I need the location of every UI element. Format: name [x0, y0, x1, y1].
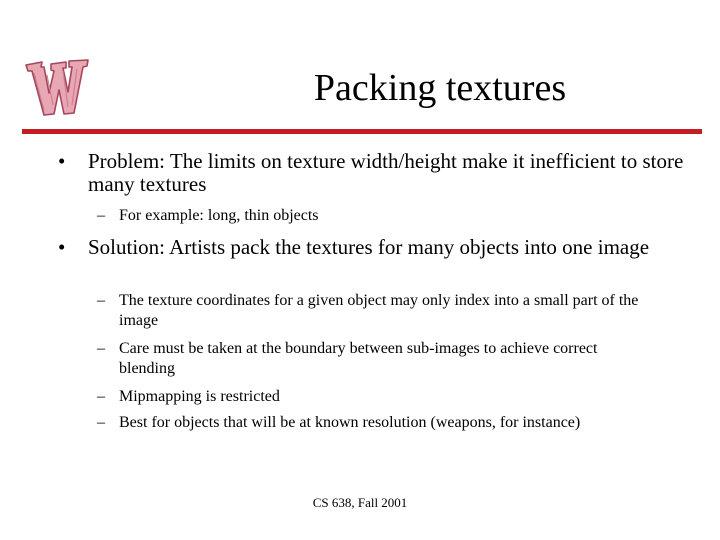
- bullet-dot: •: [58, 235, 66, 259]
- bullet-text: Solution: Artists pack the textures for many objects into one image: [88, 235, 650, 259]
- sub-dash: –: [97, 207, 105, 224]
- sub-bullet-text: Care must be taken at the boundary between sub-images to achieve correct blending: [119, 340, 598, 377]
- sub-bullet-text: Mipmapping is restricted: [119, 388, 280, 405]
- title-underline: [22, 129, 702, 134]
- slide-title: Packing textures: [313, 67, 567, 109]
- wisconsin-w-logo-icon: [22, 55, 92, 120]
- bullet-dot: •: [58, 149, 66, 173]
- sub-dash: –: [97, 292, 105, 309]
- sub-bullet-text: For example: long, thin objects: [119, 207, 319, 224]
- sub-dash: –: [97, 388, 105, 405]
- sub-dash: –: [97, 414, 105, 431]
- sub-bullet-text: Best for objects that will be at known resolution (weapons, for instance): [119, 414, 581, 431]
- sub-dash: –: [97, 340, 105, 357]
- bullet-text: Problem: The limits on texture width/height make it inefficient to store many textures: [88, 149, 684, 196]
- slide-footer: CS 638, Fall 2001: [312, 495, 408, 510]
- sub-bullet-text: The texture coordinates for a given object may only index into a small part of the image: [119, 292, 639, 329]
